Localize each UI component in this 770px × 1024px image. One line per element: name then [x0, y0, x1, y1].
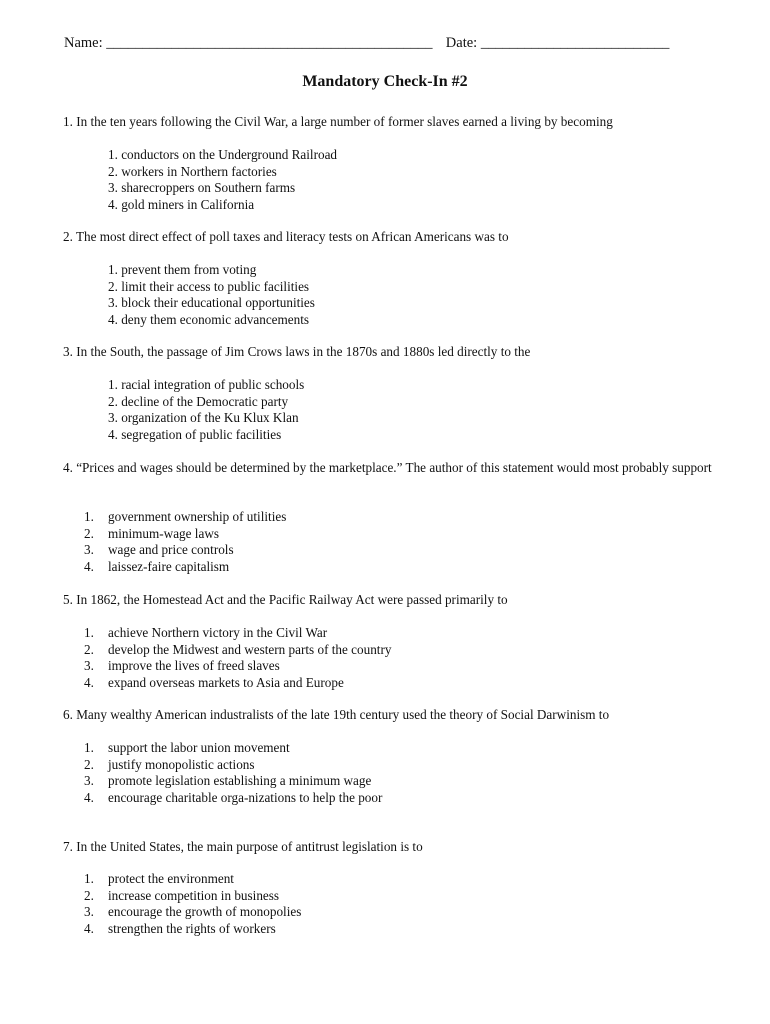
option-text: protect the environment	[108, 871, 234, 886]
option-item: 4. deny them economic advancements	[108, 311, 310, 327]
question-1: 1. In the ten years following the Civil War, a large number of former slaves earned a living by becoming	[63, 114, 613, 129]
option-item: 2. decline of the Democratic party	[108, 393, 289, 409]
name-blank: _____________________________________________	[106, 35, 433, 51]
option-item: 1. conductors on the Underground Railroad	[108, 147, 338, 162]
option-item	[84, 871, 301, 888]
option-text: promote legislation establishing a minimum wage	[108, 773, 372, 789]
option-item: 1. prevent them from voting	[108, 262, 257, 277]
question-4-options	[84, 509, 286, 575]
page-title: Mandatory Check-In #2	[302, 73, 468, 90]
option-text: develop the Midwest and western parts of the country	[108, 641, 392, 657]
option-text: encourage charitable orga-nizations to help the poor	[108, 789, 383, 805]
option-text: improve the lives of freed slaves	[108, 658, 280, 674]
option-number: 4.	[84, 789, 94, 805]
option-text: government ownership of utilities	[108, 509, 287, 524]
option-item: 4. segregation of public facilities	[108, 426, 282, 442]
option-item	[84, 740, 382, 757]
option-text: encourage the growth of monopolies	[108, 904, 302, 920]
date-label: Date:	[445, 35, 478, 51]
question-7-options	[84, 871, 301, 937]
option-number: 2.	[84, 641, 94, 657]
question-5-options	[84, 625, 391, 691]
option-item: 2. workers in Northern factories	[108, 163, 277, 179]
date-blank: __________________________	[480, 35, 670, 51]
option-item	[84, 642, 391, 659]
option-text: achieve Northern victory in the Civil War	[108, 625, 328, 640]
question-6: 6. Many wealthy American industralists of the late 19th century used the theory of Social Darwinism to	[63, 707, 610, 722]
option-item	[84, 790, 382, 807]
option-item	[84, 904, 301, 921]
option-number: 1.	[84, 625, 94, 640]
question-5: 5. In 1862, the Homestead Act and the Pacific Railway Act were passed primarily to	[63, 592, 508, 607]
question-3-options	[108, 377, 304, 443]
question-4: 4. “Prices and wages should be determined by the marketplace.” The author of this statement would most probably support	[63, 460, 712, 475]
option-item	[84, 773, 382, 790]
question-7: 7. In the United States, the main purpose of antitrust legislation is to	[63, 839, 423, 854]
option-text: increase competition in business	[108, 887, 280, 903]
header-line	[64, 35, 669, 52]
option-item	[84, 658, 391, 675]
option-number: 2.	[84, 756, 94, 772]
question-3: 3. In the South, the passage of Jim Crows laws in the 1870s and 1880s led directly to the	[63, 344, 531, 359]
option-text: laissez-faire capitalism	[108, 558, 230, 574]
option-item	[84, 757, 382, 774]
question-2: 2. The most direct effect of poll taxes and literacy tests on African Americans was to	[63, 229, 509, 244]
option-item	[84, 625, 391, 642]
question-1-options	[108, 147, 337, 213]
option-text: support the labor union movement	[108, 740, 290, 755]
option-number: 2.	[84, 887, 94, 903]
option-number: 3.	[84, 773, 94, 789]
option-number: 3.	[84, 658, 94, 674]
question-6-options	[84, 740, 382, 806]
option-text: expand overseas markets to Asia and Europe	[108, 674, 344, 690]
option-number: 4.	[84, 558, 94, 574]
option-item: 3. block their educational opportunities	[108, 295, 315, 311]
question-2-options	[108, 262, 315, 328]
option-number: 3.	[84, 904, 94, 920]
option-item	[84, 542, 286, 559]
option-item: 4. gold miners in California	[108, 196, 255, 212]
option-text: minimum-wage laws	[108, 525, 219, 541]
option-number: 1.	[84, 740, 94, 755]
option-number: 1.	[84, 509, 94, 524]
option-item	[84, 526, 286, 543]
option-number: 2.	[84, 525, 94, 541]
option-number: 4.	[84, 674, 94, 690]
option-item: 3. sharecroppers on Southern farms	[108, 180, 296, 196]
option-number: 3.	[84, 542, 94, 558]
option-item: 2. limit their access to public facilities	[108, 278, 310, 294]
option-text: wage and price controls	[108, 542, 234, 558]
name-label: Name:	[64, 35, 103, 51]
option-item	[84, 921, 301, 938]
option-item: 3. organization of the Ku Klux Klan	[108, 410, 299, 426]
option-number: 4.	[84, 920, 94, 936]
option-item	[84, 888, 301, 905]
option-text: strengthen the rights of workers	[108, 920, 276, 936]
option-text: justify monopolistic actions	[108, 756, 255, 772]
option-item	[84, 559, 286, 576]
option-item	[84, 509, 286, 526]
option-item: 1. racial integration of public schools	[108, 377, 305, 392]
option-item	[84, 675, 391, 692]
option-number: 1.	[84, 871, 94, 886]
